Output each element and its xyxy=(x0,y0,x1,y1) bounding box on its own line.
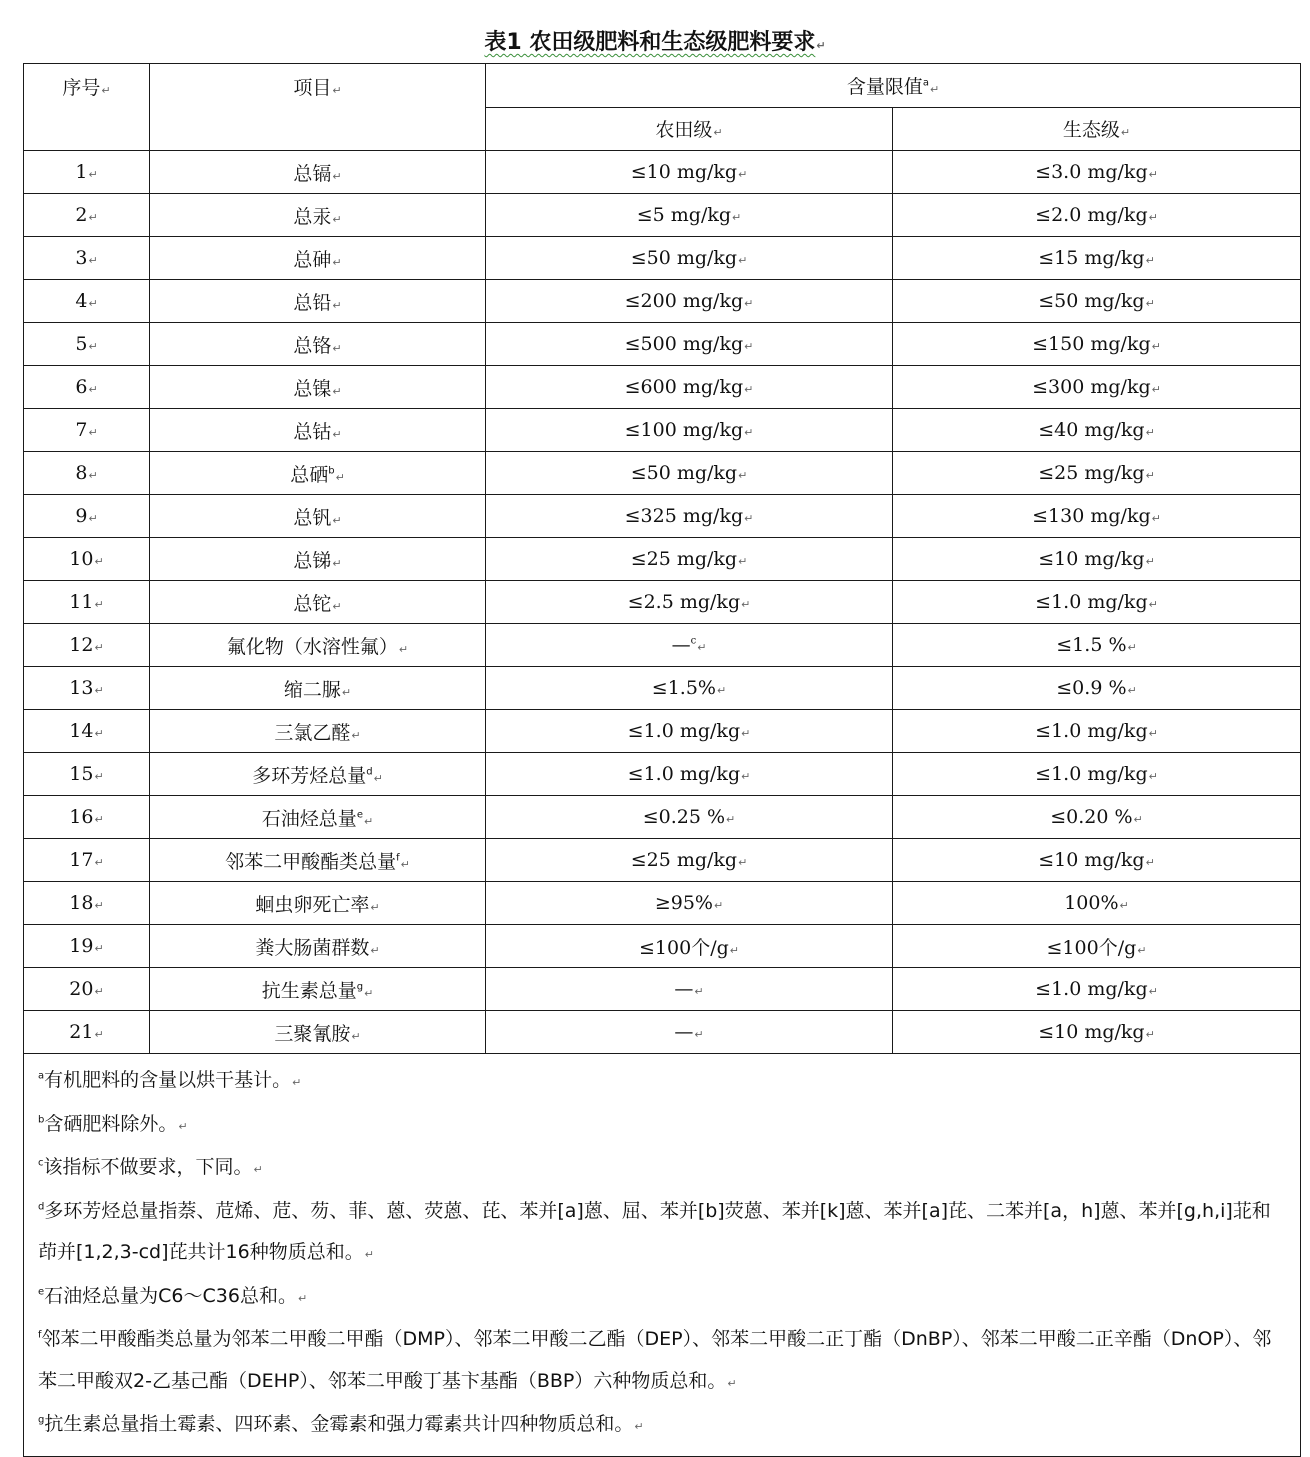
row-number: 11↵ xyxy=(24,581,150,624)
row-eco-limit: ≤25 mg/kg↵ xyxy=(893,452,1301,495)
row-item: 多环芳烃总量$^d$↵ xyxy=(150,753,486,796)
footnotes xyxy=(24,1054,1301,1457)
row-farm-limit: ≤100个/g↵ xyxy=(486,925,893,968)
row-item: 三氯乙醛↵ xyxy=(150,710,486,753)
row-eco-limit: ≤0.20 %↵ xyxy=(893,796,1301,839)
table-row xyxy=(24,581,1301,624)
row-farm-limit: ≤25 mg/kg↵ xyxy=(486,538,893,581)
table-row xyxy=(24,409,1301,452)
row-eco-limit: ≤0.9 %↵ xyxy=(893,667,1301,710)
row-eco-limit: ≤1.0 mg/kg↵ xyxy=(893,968,1301,1011)
header-row-1 xyxy=(24,64,1301,108)
row-eco-limit: ≤10 mg/kg↵ xyxy=(893,1011,1301,1054)
row-item: 蛔虫卵死亡率↵ xyxy=(150,882,486,925)
row-number: 1↵ xyxy=(24,151,150,194)
footnote: $^b$含硒肥料除外。↵ xyxy=(38,1112,188,1135)
row-item: 总铅↵ xyxy=(150,280,486,323)
row-item: 总镉↵ xyxy=(150,151,486,194)
row-eco-limit: ≤10 mg/kg↵ xyxy=(893,839,1301,882)
row-number: 16↵ xyxy=(24,796,150,839)
row-number: 20↵ xyxy=(24,968,150,1011)
footnote: $^e$石油烃总量为C6～C36总和。↵ xyxy=(38,1284,308,1307)
table-row xyxy=(24,366,1301,409)
row-farm-limit: ≤325 mg/kg↵ xyxy=(486,495,893,538)
row-eco-limit: ≤10 mg/kg↵ xyxy=(893,538,1301,581)
table-row xyxy=(24,753,1301,796)
table-row xyxy=(24,624,1301,667)
table-row xyxy=(24,968,1301,1011)
row-item: 总锑↵ xyxy=(150,538,486,581)
row-item: 邻苯二甲酸酯类总量$^f$↵ xyxy=(150,839,486,882)
row-eco-limit: ≤1.5 %↵ xyxy=(893,624,1301,667)
footnote: $^f$邻苯二甲酸酯类总量为邻苯二甲酸二甲酯（DMP）、邻苯二甲酸二乙酯（DEP）、邻苯二甲酸二正丁酯（DnBP）、邻苯二甲酸二正辛酯（DnOP）、邻苯二甲酸双2-乙基己酯（DEHP）、邻苯二甲酸丁基卞基酯（BBP）六种物质总和。↵ xyxy=(38,1328,1272,1392)
row-farm-limit: ≤100 mg/kg↵ xyxy=(486,409,893,452)
row-number: 21↵ xyxy=(24,1011,150,1054)
row-farm-limit: ≤2.5 mg/kg↵ xyxy=(486,581,893,624)
header-eco-grade: 生态级↵ xyxy=(893,107,1301,151)
row-eco-limit: ≤1.0 mg/kg↵ xyxy=(893,581,1301,624)
row-number: 7↵ xyxy=(24,409,150,452)
row-farm-limit: ≤25 mg/kg↵ xyxy=(486,839,893,882)
row-number: 13↵ xyxy=(24,667,150,710)
row-farm-limit: ≥95%↵ xyxy=(486,882,893,925)
row-item: 抗生素总量$^g$↵ xyxy=(150,968,486,1011)
row-eco-limit: ≤15 mg/kg↵ xyxy=(893,237,1301,280)
row-farm-limit: ≤10 mg/kg↵ xyxy=(486,151,893,194)
row-eco-limit: ≤100个/g↵ xyxy=(893,925,1301,968)
table-row xyxy=(24,882,1301,925)
row-number: 9↵ xyxy=(24,495,150,538)
table-row xyxy=(24,710,1301,753)
footnote: $^g$抗生素总量指土霉素、四环素、金霉素和强力霉素共计四种物质总和。↵ xyxy=(38,1413,644,1435)
row-eco-limit: 100%↵ xyxy=(893,882,1301,925)
header-item: 项目↵ xyxy=(150,64,486,151)
row-farm-limit: ≤200 mg/kg↵ xyxy=(486,280,893,323)
row-item: 总铬↵ xyxy=(150,323,486,366)
table-row xyxy=(24,796,1301,839)
table-row xyxy=(24,280,1301,323)
table-row xyxy=(24,194,1301,237)
row-item: 总铊↵ xyxy=(150,581,486,624)
footnote: $^d$多环芳烃总量指萘、苊烯、苊、芴、菲、蒽、荧蒽、芘、苯并[a]蒽、屈、苯并[b]荧蒽、苯并[k]蒽、苯并[a]芘、二苯并[a，h]蒽、苯并[g,h,i]苝和茚并[1,2,3-cd]芘共计16种物质总和。↵ xyxy=(38,1199,1271,1263)
row-number: 4↵ xyxy=(24,280,150,323)
row-farm-limit: ≤5 mg/kg↵ xyxy=(486,194,893,237)
row-farm-limit: —$^c$↵ xyxy=(486,624,893,667)
row-farm-limit: ≤0.25 %↵ xyxy=(486,796,893,839)
row-item: 总汞↵ xyxy=(150,194,486,237)
row-eco-limit: ≤130 mg/kg↵ xyxy=(893,495,1301,538)
table-title-text: 表1 农田级肥料和生态级肥料要求 xyxy=(484,30,816,55)
row-item: 总钴↵ xyxy=(150,409,486,452)
header-farm-grade: 农田级↵ xyxy=(486,107,893,151)
table-row xyxy=(24,452,1301,495)
row-number: 18↵ xyxy=(24,882,150,925)
row-eco-limit: ≤2.0 mg/kg↵ xyxy=(893,194,1301,237)
table-row xyxy=(24,925,1301,968)
row-number: 2↵ xyxy=(24,194,150,237)
row-eco-limit: ≤40 mg/kg↵ xyxy=(893,409,1301,452)
row-item: 总砷↵ xyxy=(150,237,486,280)
row-item: 总硒$^b$↵ xyxy=(150,452,486,495)
row-item: 总钒↵ xyxy=(150,495,486,538)
row-farm-limit: ≤1.0 mg/kg↵ xyxy=(486,753,893,796)
table-row xyxy=(24,667,1301,710)
row-number: 5↵ xyxy=(24,323,150,366)
row-item: 石油烃总量$^e$↵ xyxy=(150,796,486,839)
notes-row xyxy=(24,1054,1301,1457)
row-farm-limit: ≤50 mg/kg↵ xyxy=(486,237,893,280)
row-number: 8↵ xyxy=(24,452,150,495)
row-eco-limit: ≤300 mg/kg↵ xyxy=(893,366,1301,409)
footnote: $^a$有机肥料的含量以烘干基计。↵ xyxy=(38,1069,302,1091)
row-item: 三聚氰胺↵ xyxy=(150,1011,486,1054)
row-number: 15↵ xyxy=(24,753,150,796)
row-item: 总镍↵ xyxy=(150,366,486,409)
table-row xyxy=(24,495,1301,538)
footnote: $^c$该指标不做要求，下同。↵ xyxy=(38,1156,263,1178)
fertilizer-requirements-table xyxy=(23,63,1301,1457)
table-title xyxy=(0,26,1310,63)
row-item: 缩二脲↵ xyxy=(150,667,486,710)
row-item: 粪大肠菌群数↵ xyxy=(150,925,486,968)
row-farm-limit: ≤500 mg/kg↵ xyxy=(486,323,893,366)
header-seq: 序号↵ xyxy=(24,64,150,151)
row-item: 氟化物（水溶性氟）↵ xyxy=(150,624,486,667)
row-eco-limit: ≤50 mg/kg↵ xyxy=(893,280,1301,323)
row-eco-limit: ≤1.0 mg/kg↵ xyxy=(893,710,1301,753)
row-eco-limit: ≤150 mg/kg↵ xyxy=(893,323,1301,366)
row-farm-limit: ≤1.5%↵ xyxy=(486,667,893,710)
row-number: 17↵ xyxy=(24,839,150,882)
paragraph-mark: ↵ xyxy=(816,39,826,52)
table-row xyxy=(24,151,1301,194)
table-row xyxy=(24,839,1301,882)
row-number: 6↵ xyxy=(24,366,150,409)
row-farm-limit: —↵ xyxy=(486,1011,893,1054)
table-row xyxy=(24,237,1301,280)
row-number: 3↵ xyxy=(24,237,150,280)
row-eco-limit: ≤3.0 mg/kg↵ xyxy=(893,151,1301,194)
row-number: 12↵ xyxy=(24,624,150,667)
row-number: 14↵ xyxy=(24,710,150,753)
header-limit: 含量限值$^a$↵ xyxy=(486,64,1301,108)
row-farm-limit: ≤50 mg/kg↵ xyxy=(486,452,893,495)
row-farm-limit: ≤1.0 mg/kg↵ xyxy=(486,710,893,753)
table-row xyxy=(24,323,1301,366)
table-row xyxy=(24,1011,1301,1054)
row-farm-limit: —↵ xyxy=(486,968,893,1011)
row-farm-limit: ≤600 mg/kg↵ xyxy=(486,366,893,409)
table-body xyxy=(24,151,1301,1054)
row-eco-limit: ≤1.0 mg/kg↵ xyxy=(893,753,1301,796)
table-row xyxy=(24,538,1301,581)
row-number: 10↵ xyxy=(24,538,150,581)
row-number: 19↵ xyxy=(24,925,150,968)
